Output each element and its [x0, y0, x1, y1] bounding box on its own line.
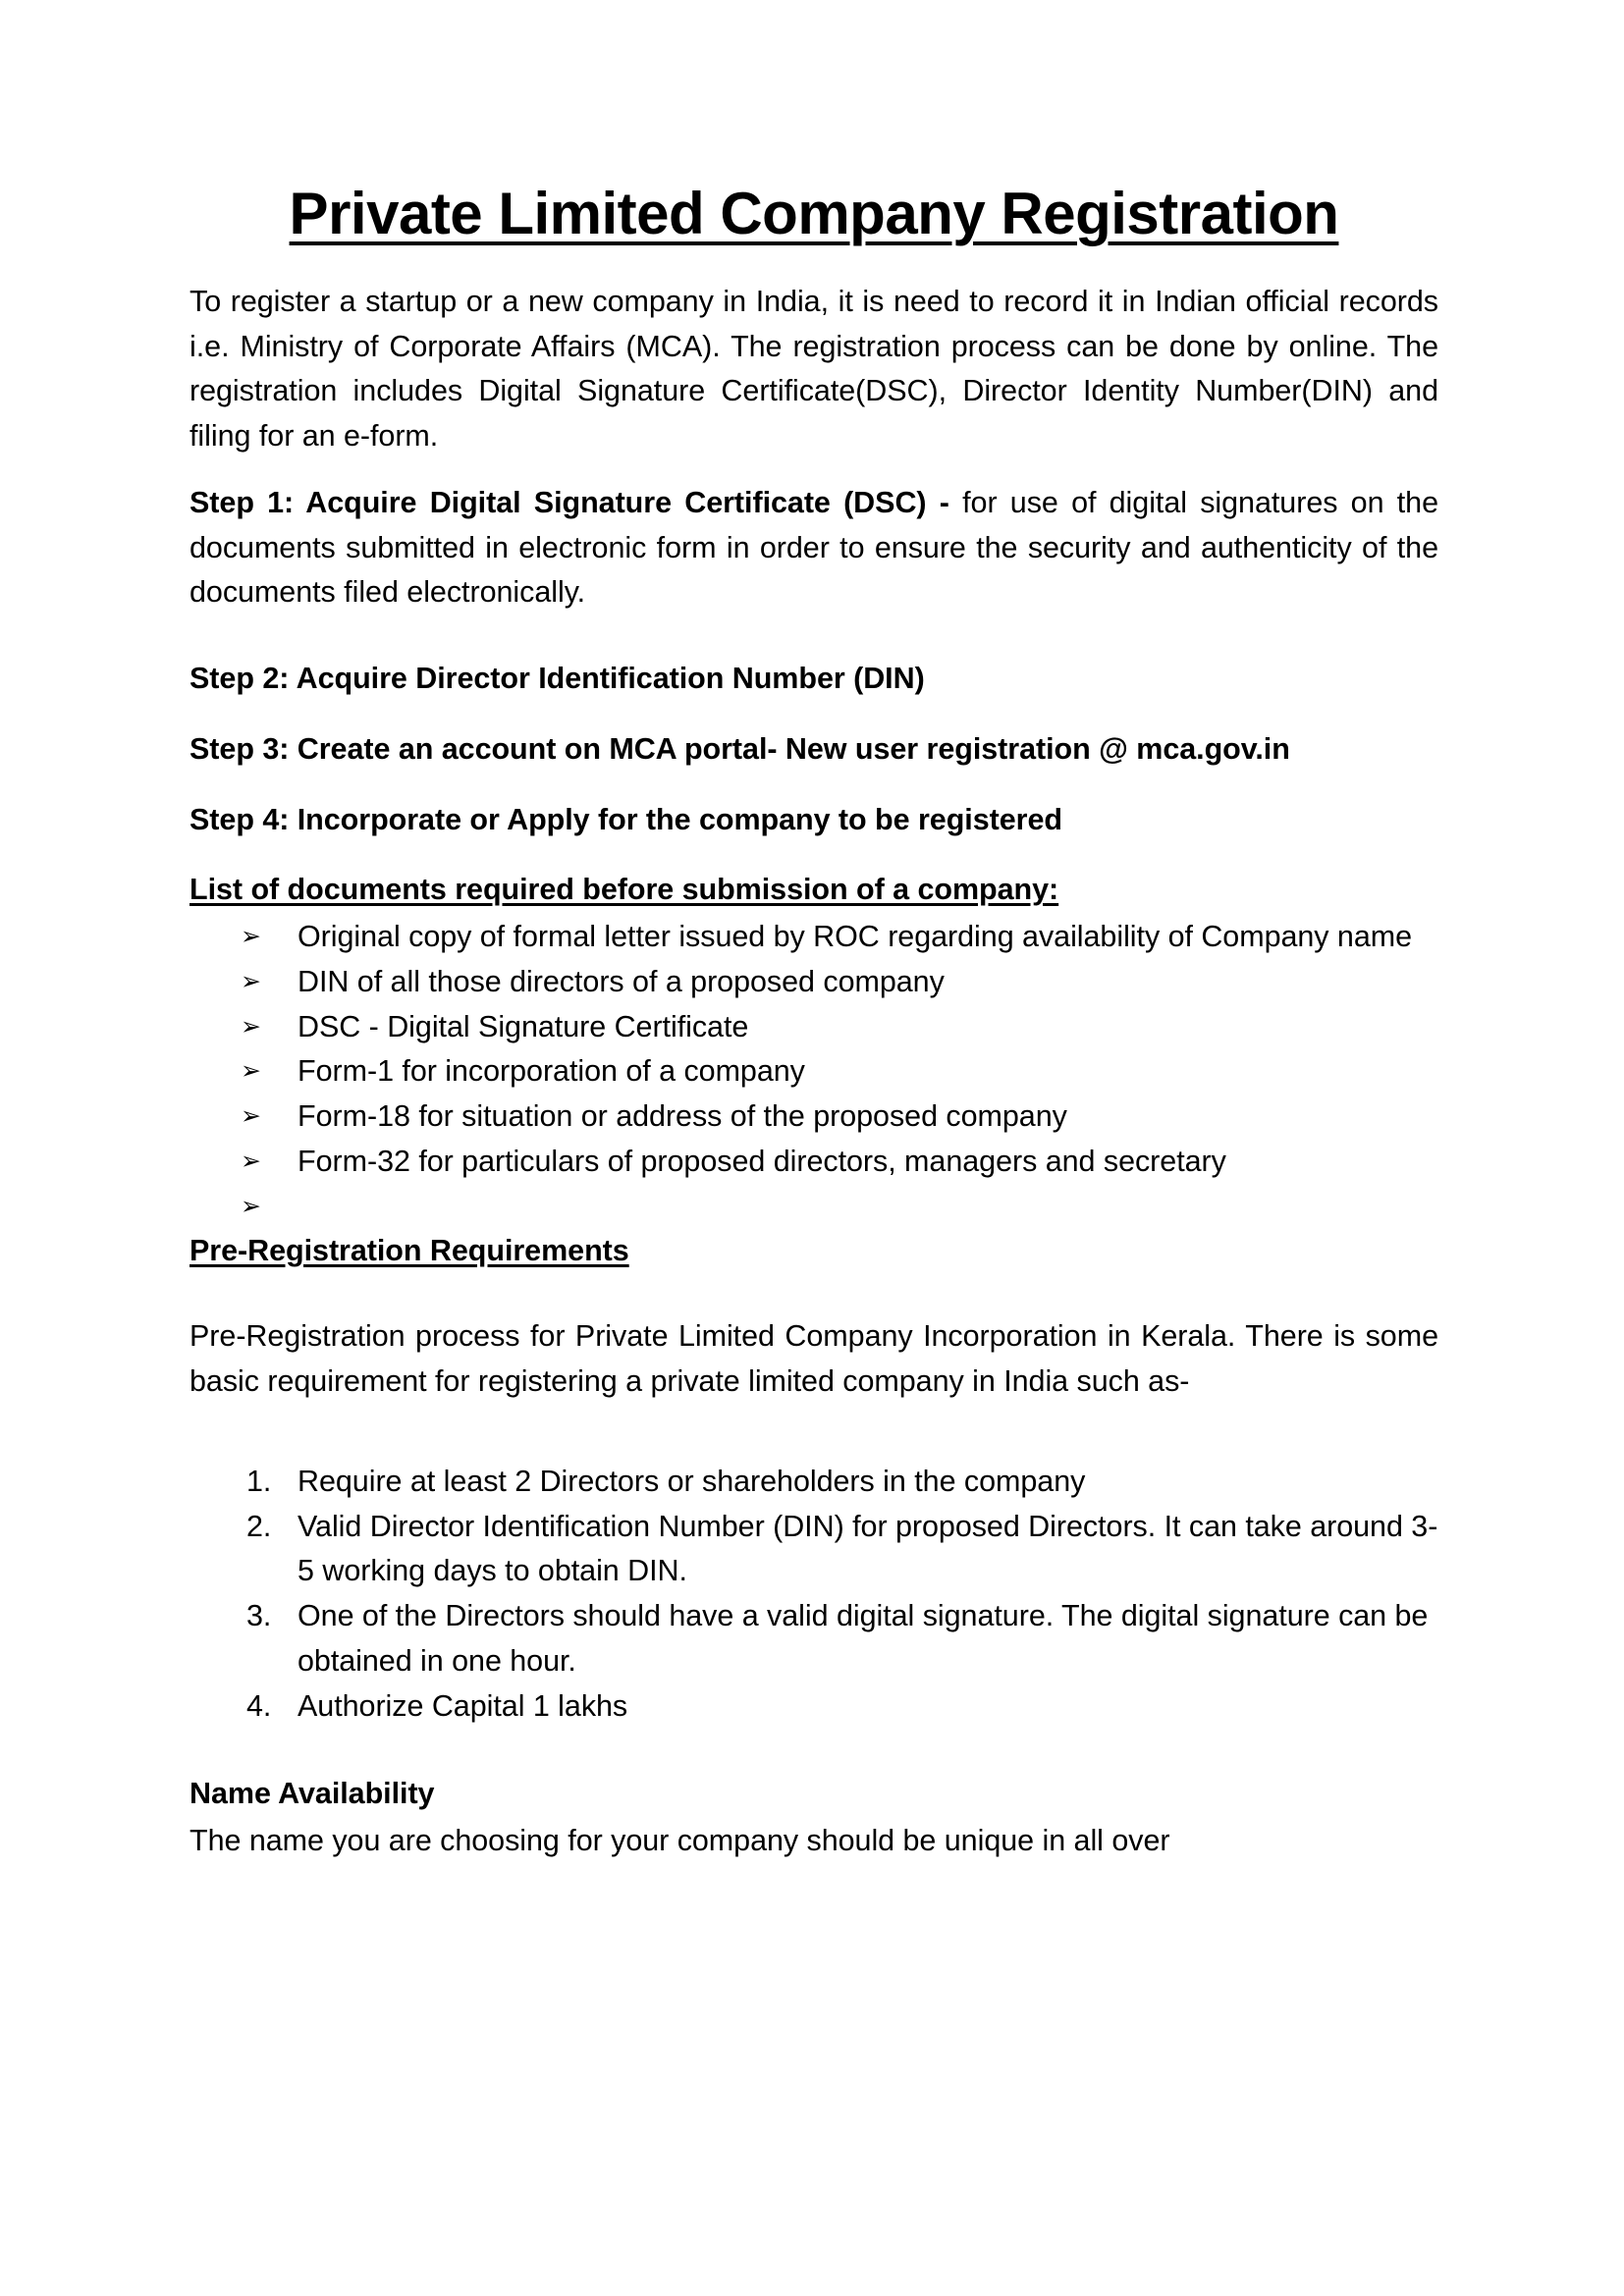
arrow-bullet-icon: ➢: [241, 1191, 261, 1220]
documents-list-heading-text: List of documents required before submission of a company:: [189, 873, 1059, 907]
list-item: [189, 1684, 1438, 1730]
step-4-heading: Step 4: Incorporate or Apply for the company to be registered: [189, 802, 1062, 836]
list-item-empty: [189, 1185, 1438, 1229]
step-1-lead: Step 1: Acquire Digital Signature Certificate (DSC) -: [189, 485, 949, 519]
requirements-list: [189, 1460, 1438, 1730]
list-item-number: 1.: [246, 1464, 272, 1498]
step-1-paragraph: [189, 481, 1438, 615]
arrow-bullet-icon: ➢: [241, 1146, 261, 1175]
step-1-rest: for use of digital signatures on the documents submitted in electronic form in order to ensure the security and authenticity of the documents filed electronically.: [189, 485, 1438, 610]
list-item-text: Original copy of formal letter issued by ROC regarding availability of Company name: [298, 920, 1413, 954]
arrow-bullet-icon: ➢: [241, 966, 261, 995]
list-item-number: 3.: [246, 1599, 272, 1633]
list-item-text: Form-32 for particulars of proposed directors, managers and secretary: [298, 1144, 1226, 1178]
list-item-text: DSC - Digital Signature Certificate: [298, 1009, 749, 1043]
spacer: [189, 637, 1438, 657]
list-item: [189, 1460, 1438, 1505]
list-item: [189, 1140, 1438, 1185]
arrow-bullet-icon: ➢: [241, 922, 261, 951]
intro-paragraph: To register a startup or a new company in India, it is need to record it in Indian official records i.e. Ministry of Corporate Affairs (MCA). The registration process can be done by online. The registration includes Digital Signature Certificate(DSC), Director Identity Number(DIN) and filing for an e-form.: [189, 284, 1438, 454]
list-item-text: Form-18 for situation or address of the proposed company: [298, 1099, 1067, 1134]
list-item-text: Authorize Capital 1 lakhs: [298, 1688, 628, 1723]
list-item: [189, 915, 1438, 960]
document-body: [189, 183, 1438, 1864]
documents-list: [189, 915, 1438, 1229]
spacer: [189, 1295, 1438, 1314]
list-item: [189, 960, 1438, 1005]
list-item: [189, 1095, 1438, 1140]
spacer: [189, 1426, 1438, 1460]
list-item-text: DIN of all those directors of a proposed company: [298, 964, 945, 998]
list-item: [189, 1594, 1438, 1684]
list-item-text: Valid Director Identification Number (DIN) for proposed Directors. It can take around 3-5 working days to obtain DIN.: [298, 1509, 1438, 1588]
list-item-number: 2.: [246, 1509, 272, 1543]
name-availability-paragraph: The name you are choosing for your company should be unique in all over: [189, 1824, 1170, 1858]
arrow-bullet-icon: ➢: [241, 1011, 261, 1041]
page-title: [189, 183, 1438, 246]
list-item-text: Form-1 for incorporation of a company: [298, 1054, 805, 1089]
list-item-text: One of the Directors should have a valid digital signature. The digital signature can be obtained in one hour.: [298, 1599, 1429, 1678]
pre-registration-heading: [189, 1229, 1438, 1274]
spacer: [189, 1729, 1438, 1772]
list-item-number: 4.: [246, 1688, 272, 1723]
page-title-text: Private Limited Company Registration: [289, 181, 1339, 246]
list-item: [189, 1049, 1438, 1095]
pre-registration-paragraph: Pre-Registration process for Private Limited Company Incorporation in Kerala. There is some basic requirement for registering a private limited company in India such as-: [189, 1319, 1438, 1399]
list-item: [189, 1505, 1438, 1595]
list-item-text: Require at least 2 Directors or shareholders in the company: [298, 1464, 1086, 1498]
name-availability-heading: Name Availability: [189, 1777, 435, 1811]
documents-list-heading: [189, 868, 1438, 913]
list-item: [189, 1005, 1438, 1050]
step-3-heading: Step 3: Create an account on MCA portal- New user registration @ mca.gov.in: [189, 731, 1290, 766]
arrow-bullet-icon: ➢: [241, 1101, 261, 1131]
arrow-bullet-icon: ➢: [241, 1056, 261, 1086]
step-2-heading: Step 2: Acquire Director Identification Number (DIN): [189, 662, 925, 696]
pre-registration-heading-text: Pre-Registration Requirements: [189, 1233, 629, 1267]
